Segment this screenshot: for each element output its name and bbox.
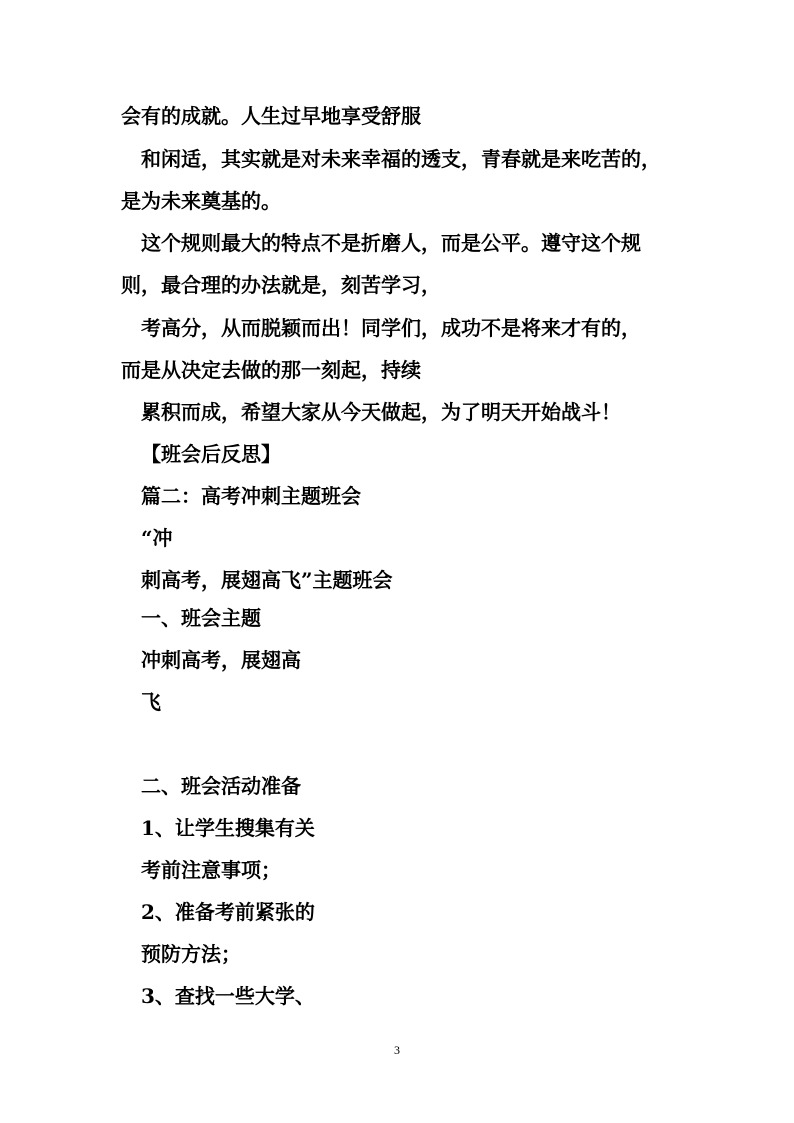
text-line: 累积而成，希望大家从今天做起，为了明天开始战斗！ [141, 400, 621, 424]
text-line: 冲刺高考，展翅高 [141, 648, 301, 672]
section-heading: 一、班会主题 [141, 606, 261, 630]
page-number: 3 [394, 1043, 400, 1057]
section-heading: 二、班会活动准备 [141, 774, 301, 798]
text-line: 而是从决定去做的那一刻起，持续 [121, 358, 421, 382]
text-line: 则，最合理的办法就是，刻苦学习， [121, 273, 441, 297]
list-item: 2、准备考前紧张的 [141, 900, 315, 924]
text-line: 刺高考，展翅高飞”主题班会 [141, 568, 393, 592]
text-line: 飞 [141, 690, 161, 714]
list-item: 3、查找一些大学、 [141, 984, 315, 1008]
text-line: 这个规则最大的特点不是折磨人，而是公平。遵守这个规 [141, 231, 641, 255]
text-line: 和闲适，其实就是对未来幸福的透支，青春就是来吃苦的， [141, 147, 661, 171]
text-line: 会有的成就。人生过早地享受舒服 [121, 104, 421, 128]
section-heading: 篇二：高考冲刺主题班会 [141, 484, 361, 508]
text-line: “冲 [141, 526, 173, 550]
section-heading: 【班会后反思】 [141, 442, 281, 466]
list-item: 1、让学生搜集有关 [141, 816, 315, 840]
text-line: 考高分，从而脱颖而出！同学们，成功不是将来才有的， [141, 316, 641, 340]
text-line: 是为未来奠基的。 [121, 189, 281, 213]
text-line: 预防方法； [141, 942, 241, 966]
text-line: 考前注意事项； [141, 858, 281, 882]
